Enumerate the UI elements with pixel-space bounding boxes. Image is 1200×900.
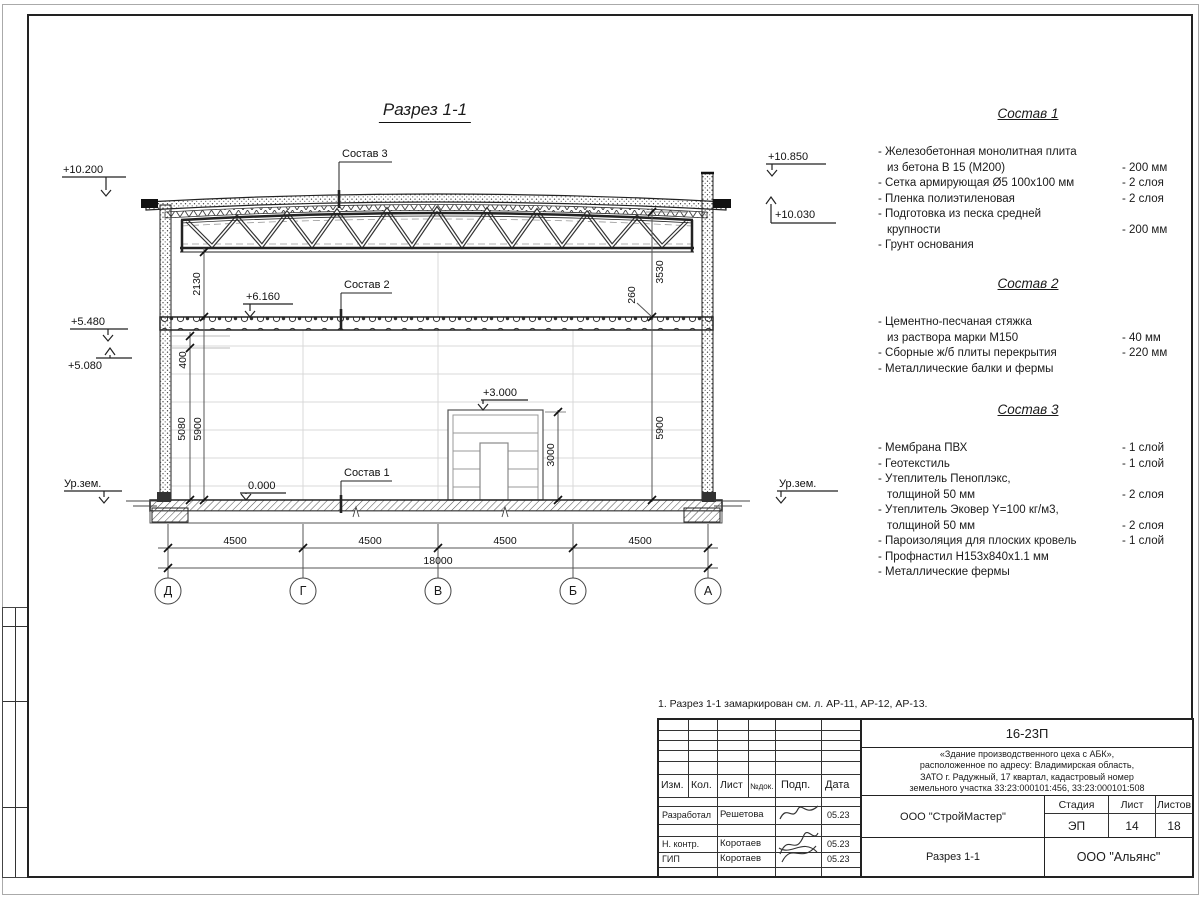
stage-value: ЭП (1067, 818, 1086, 833)
item-text-line: - Цементно-песчаная стяжка (878, 316, 1032, 328)
description-line-1: «Здание производственного цеха с АБК», (939, 748, 1115, 759)
description-line-2: расположенное по адресу: Владимирская область, (919, 760, 1135, 771)
vdim-5080: 5080 (176, 417, 188, 441)
org-name: ООО "СтройМастер" (862, 796, 1045, 837)
item-text-line: - Профнастил Н153х840х1.1 мм (878, 550, 1049, 563)
stage-column (1045, 796, 1109, 837)
axis-bubble-a: А (703, 584, 713, 598)
composition-item (878, 207, 1178, 238)
vdim-5900-right: 5900 (654, 416, 666, 440)
item-text-line: из бетона В 15 (М200) (887, 161, 1006, 174)
composition-items-2 (878, 315, 1178, 377)
item-text-line: - Грунт основания (878, 239, 974, 251)
item-value: - 200 мм (1122, 161, 1168, 174)
roof-truss (180, 209, 694, 252)
sheet-note: 1. Разрез 1-1 замаркирован см. л. АР-11, АР-12, АР-13. (658, 698, 928, 710)
role-ncontrol: Н. контр. (662, 839, 700, 849)
composition-items-3 (878, 441, 1178, 581)
item-text-line: - Утеплитель Эковер Y=100 кг/м3, (878, 504, 1059, 516)
composition-title-3: Состав 3 (997, 402, 1059, 417)
role-developer: Разработал (662, 810, 711, 820)
vdim-5900-left: 5900 (192, 417, 204, 441)
date-developer: 05.23 (827, 810, 850, 820)
elevation-gate: +3.000 (483, 387, 517, 399)
composition-list-1 (878, 106, 1178, 254)
col-header-data: Дата (825, 779, 850, 791)
vdim-400: 400 (177, 351, 189, 369)
item-text-line: - Металлические балки и фермы (878, 362, 1054, 375)
item-text-line: - Геотекстиль (878, 457, 950, 470)
item-text-line: - Мембрана ПВХ (878, 442, 968, 454)
project-code: 16-23П (862, 720, 1192, 748)
name-gip: Коротаев (720, 853, 762, 864)
sheet-label: Лист (1109, 796, 1155, 814)
axis-bubble-b: Б (568, 584, 578, 598)
item-value: - 1 слой (1122, 535, 1165, 547)
callout-sostav-3: Состав 3 (342, 148, 388, 160)
composition-item (878, 457, 1178, 473)
composition-item (878, 176, 1178, 192)
item-value: - 40 мм (1122, 331, 1161, 344)
date-gip: 05.23 (827, 854, 850, 864)
item-value: - 2 слоя (1122, 192, 1164, 205)
vdim-260: 260 (626, 286, 638, 304)
intermediate-slab (160, 317, 713, 330)
floor-slab (150, 500, 722, 523)
axis-bubble-v: В (433, 584, 443, 598)
signature-developer (777, 802, 821, 824)
name-ncontrol: Коротаев (720, 838, 762, 849)
item-text-line: крупности (887, 223, 941, 236)
composition-item (878, 550, 1178, 566)
composition-list-3 (878, 402, 1178, 581)
item-value: - 220 мм (1122, 347, 1168, 359)
item-text-line: - Сборные ж/б плиты перекрытия (878, 347, 1057, 359)
col-header-izm: Изм. (661, 779, 684, 791)
composition-list-2 (878, 276, 1178, 377)
item-text-line: - Пароизоляция для плоских кровель (878, 535, 1077, 547)
sheet-value: 14 (1125, 818, 1139, 833)
item-text-line: - Сетка армирующая Ø5 100х100 мм (878, 177, 1075, 189)
composition-title-2: Состав 2 (997, 276, 1059, 291)
sheet-column (1109, 796, 1156, 837)
composition-item (878, 192, 1178, 208)
item-text-line: толщиной 50 мм (887, 488, 976, 501)
item-text-line: - Металлические фермы (878, 566, 1010, 578)
elevation-right-top: +10.850 (768, 151, 809, 163)
gate (448, 410, 543, 500)
vdim-3000: 3000 (545, 443, 557, 467)
callout-sostav-2: Состав 2 (344, 279, 390, 291)
sheets-column (1156, 796, 1192, 837)
description-line-3: ЗАТО г. Радужный, 17 квартал, кадастровый номер (920, 771, 1134, 782)
composition-item (878, 441, 1178, 457)
composition-item (878, 145, 1178, 176)
axis-bubble-d: Д (163, 584, 173, 598)
title-block-revision-area (659, 720, 862, 876)
elevation-left-mid-upper: +5.480 (71, 316, 105, 328)
roof-assembly (141, 194, 731, 218)
ground-level-left: Ур.зем. (64, 478, 102, 490)
item-value: - 1 слой (1122, 442, 1165, 454)
item-value: - 2 слоя (1122, 519, 1164, 532)
col-header-list: Лист (720, 779, 743, 791)
col-header-ndok: №док. (750, 782, 774, 791)
composition-item (878, 346, 1178, 362)
elevation-slab: +6.160 (246, 291, 280, 303)
margin-attribute-table (2, 607, 27, 878)
composition-item (878, 503, 1178, 534)
title-block-main-area (862, 720, 1192, 876)
item-text-line: толщиной 50 мм (887, 519, 976, 532)
hdim-span-4: 4500 (628, 535, 652, 547)
composition-item (878, 565, 1178, 581)
title-block-middle-row (862, 796, 1192, 838)
description-line-4: земельного участка 33:23:000101:456, 33:23:000101:508 (909, 782, 1145, 793)
col-header-kol: Кол. (691, 779, 712, 791)
item-text-line: - Пленка полиэтиленовая (878, 192, 1015, 205)
item-value: - 1 слой (1122, 457, 1165, 470)
elevation-zero: 0.000 (248, 480, 276, 492)
item-value: - 2 слоя (1122, 488, 1164, 501)
col-header-podp: Подп. (781, 779, 811, 791)
axis-bubble-g: Г (299, 584, 307, 598)
ground-level-right: Ур.зем. (779, 478, 817, 490)
callout-sostav-1: Состав 1 (344, 467, 390, 479)
vdim-2130: 2130 (191, 272, 203, 296)
sheets-value: 18 (1167, 818, 1181, 833)
item-text-line: из раствора марки М150 (887, 331, 1019, 344)
signature-korotaev (775, 826, 821, 870)
composition-title-1: Состав 1 (997, 106, 1059, 121)
name-developer: Решетова (720, 809, 764, 820)
document-title: Разрез 1-1 (862, 838, 1045, 876)
hdim-span-3: 4500 (493, 535, 517, 547)
drawing-title: Разрез 1-1 (379, 100, 471, 123)
elevation-left-mid-lower: +5.080 (68, 360, 102, 372)
elevation-right-upper: +10.030 (775, 209, 816, 221)
sheets-label: Листов (1156, 796, 1192, 814)
composition-item (878, 238, 1178, 254)
project-description (862, 748, 1192, 796)
hdim-total: 18000 (423, 555, 453, 567)
title-block-bottom-row (862, 838, 1192, 876)
elevation-left-top: +10.200 (63, 164, 104, 176)
role-gip: ГИП (662, 854, 680, 864)
composition-item (878, 534, 1178, 550)
composition-item (878, 472, 1178, 503)
composition-items-1 (878, 145, 1178, 254)
item-text-line: - Утеплитель Пеноплэкс, (878, 473, 1011, 485)
title-block (657, 718, 1194, 878)
item-value: - 200 мм (1122, 223, 1168, 236)
composition-item (878, 362, 1178, 378)
composition-item (878, 315, 1178, 346)
stage-label: Стадия (1045, 796, 1108, 814)
date-ncontrol: 05.23 (827, 839, 850, 849)
item-text-line: - Железобетонная монолитная плита (878, 146, 1077, 158)
item-value: - 2 слоя (1122, 177, 1164, 189)
firm-name: ООО "Альянс" (1076, 850, 1161, 864)
item-text-line: - Подготовка из песка средней (878, 208, 1042, 220)
interior-grid-lines (171, 252, 702, 500)
hdim-span-1: 4500 (223, 535, 247, 547)
hdim-span-2: 4500 (358, 535, 382, 547)
vdim-3530: 3530 (654, 260, 666, 284)
